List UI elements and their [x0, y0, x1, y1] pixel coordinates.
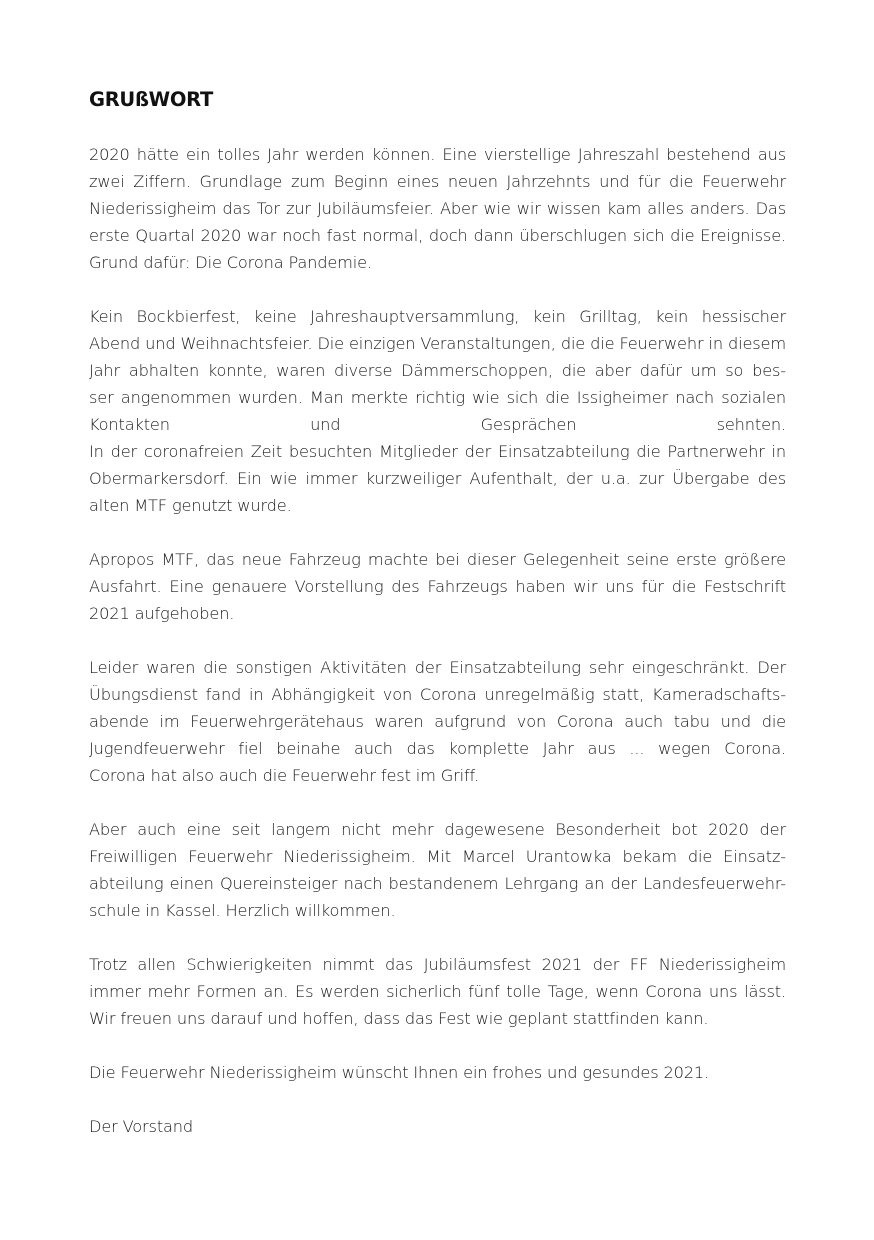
paragraph-1: [89, 141, 786, 276]
text-line: Freiwilligen Feuerwehr Niederissigheim. Mit Marcel Urantowka bekam die Einsatz-: [89, 847, 786, 866]
text-line: Obermarkersdorf. Ein wie immer kurzweiliger Aufenthalt, der u.a. zur Übergabe des: [89, 469, 786, 488]
text-line: Corona hat also auch die Feuerwehr fest im Griff.: [89, 766, 479, 785]
text-line: abende im Feuerwehrgerätehaus waren aufgrund von Corona auch tabu und die: [89, 712, 786, 731]
text-line: Jahr abhalten konnte, waren diverse Dämmerschoppen, die aber dafür um so bes-: [89, 361, 786, 380]
paragraph-5: [89, 816, 786, 924]
text-line: schule in Kassel. Herzlich willkommen.: [89, 901, 396, 920]
text-line: Leider waren die sonstigen Aktivitäten der Einsatzabteilung sehr eingeschränkt. Der: [89, 658, 786, 677]
text-line: 2020 hätte ein tolles Jahr werden können. Eine vierstellige Jahreszahl bestehend aus: [89, 145, 786, 164]
text-line: Grund dafür: Die Corona Pandemie.: [89, 253, 372, 272]
paragraph-2: [89, 303, 786, 519]
text-line: Apropos MTF, das neue Fahrzeug machte bei dieser Gelegenheit seine erste größere: [89, 550, 786, 569]
text-line: Kein Bockbierfest, keine Jahreshauptversammlung, kein Grilltag, kein hessischer: [89, 307, 786, 326]
text-line: Jugendfeuerwehr fiel beinahe auch das komplette Jahr aus ... wegen Corona.: [89, 739, 786, 758]
text-line: Übungsdienst fand in Abhängigkeit von Corona unregelmäßig statt, Kameradschafts-: [89, 685, 786, 704]
text-line: Niederissigheim das Tor zur Jubiläumsfeier. Aber wie wir wissen kam alles anders. Das: [89, 199, 786, 218]
text-line: Die Feuerwehr Niederissigheim wünscht Ihnen ein frohes und gesundes 2021.: [89, 1063, 710, 1082]
paragraph-7: [89, 1059, 786, 1086]
text-line: alten MTF genutzt wurde.: [89, 496, 292, 515]
text-line: Abend und Weihnachtsfeier. Die einzigen Veranstaltungen, die die Feuerwehr in diesem: [89, 334, 786, 353]
text-line: Ausfahrt. Eine genauere Vorstellung des Fahrzeugs haben wir uns für die Festschrift: [89, 577, 786, 596]
text-line: ser angenommen wurden. Man merkte richtig wie sich die Issigheimer nach sozialen: [89, 388, 786, 407]
text-line: 2021 aufgehoben.: [89, 604, 235, 623]
document-page: [89, 86, 786, 1140]
paragraph-6: [89, 951, 786, 1032]
text-line: Wir freuen uns darauf und hoffen, dass das Fest wie geplant stattfinden kann.: [89, 1009, 709, 1028]
page-title: GRUßWORT: [89, 88, 214, 111]
text-line: Trotz allen Schwierigkeiten nimmt das Jubiläumsfest 2021 der FF Niederissigheim: [89, 955, 786, 974]
paragraph-4: [89, 654, 786, 789]
text-line: erste Quartal 2020 war noch fast normal, doch dann überschlugen sich die Ereignisse.: [89, 226, 786, 245]
text-line: immer mehr Formen an. Es werden sicherlich fünf tolle Tage, wenn Corona uns lässt.: [89, 982, 786, 1001]
signature: Der Vorstand: [89, 1117, 194, 1136]
text-line: Aber auch eine seit langem nicht mehr dagewesene Besonderheit bot 2020 der: [89, 820, 786, 839]
paragraph-3: [89, 546, 786, 627]
document-body: [89, 141, 786, 1086]
text-line: zwei Ziffern. Grundlage zum Beginn eines neuen Jahrzehnts und für die Feuerwehr: [89, 172, 786, 191]
text-line: In der coronafreien Zeit besuchten Mitglieder der Einsatzabteilung die Partnerwehr in: [89, 442, 786, 461]
text-line: Kontakten und Gesprächen sehnten.: [89, 415, 786, 434]
text-line: abteilung einen Quereinsteiger nach bestandenem Lehrgang an der Landesfeuerwehr-: [89, 874, 786, 893]
